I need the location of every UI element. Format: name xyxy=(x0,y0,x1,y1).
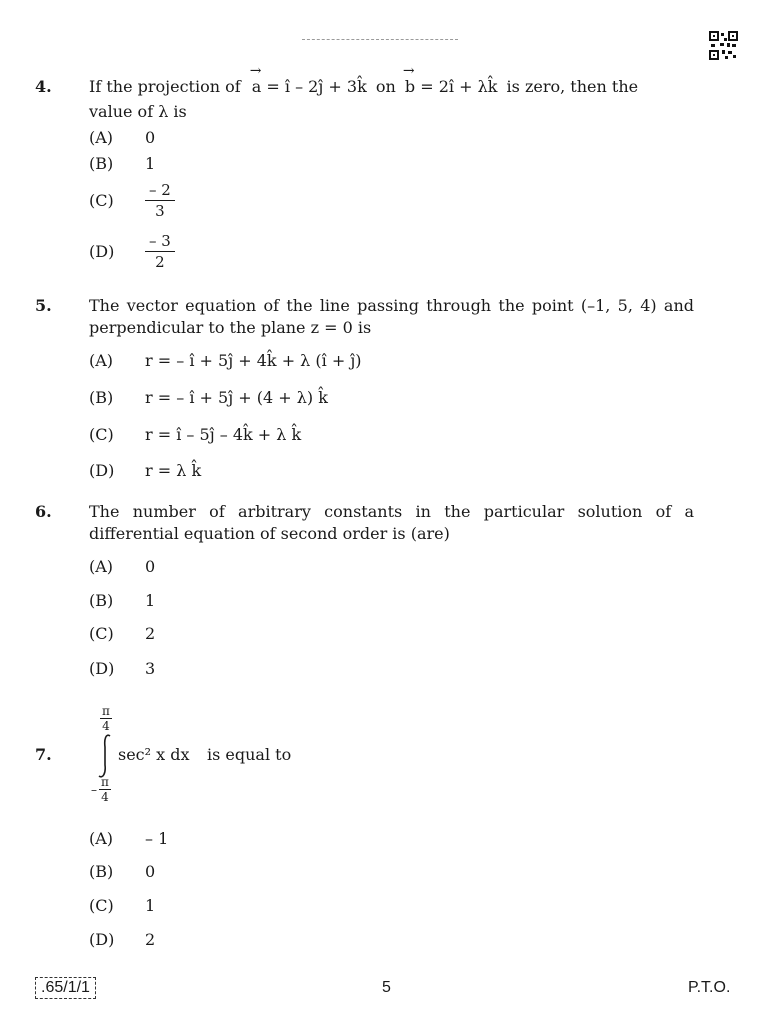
q5-option-b[interactable] xyxy=(89,388,328,407)
lower-limit-denominator: 4 xyxy=(101,790,109,804)
integral-upper-limit xyxy=(100,704,112,733)
header-dashed-rule xyxy=(302,39,458,40)
option-label: (D) xyxy=(89,242,115,261)
option-label: (A) xyxy=(89,829,114,848)
question-6-text-line1: The number of arbitrary constants in the particular solution of a xyxy=(89,502,694,521)
q6-option-a[interactable] xyxy=(89,557,155,576)
option-value: r = î – 5ĵ – 4k̂ + λ k̂ xyxy=(145,425,302,444)
paper-code: .65/1/1 xyxy=(35,977,96,999)
q4-option-a[interactable] xyxy=(89,128,155,147)
question-4-number: 4. xyxy=(35,77,52,96)
q4-option-b[interactable] xyxy=(89,154,155,173)
option-label: (C) xyxy=(89,191,114,210)
q7-integrand: sec² x dx xyxy=(118,745,190,764)
q7-option-b[interactable] xyxy=(89,862,155,881)
option-value: 2 xyxy=(145,624,156,643)
option-value: r = – î + 5ĵ + 4k̂ + λ (î + ĵ) xyxy=(145,351,362,370)
fraction-numerator: – 2 xyxy=(145,181,175,201)
q4-option-c[interactable] xyxy=(89,181,175,220)
option-label: (A) xyxy=(89,128,114,147)
option-label: (C) xyxy=(89,896,114,915)
q6-option-c[interactable] xyxy=(89,624,155,643)
option-value: r = λ k̂ xyxy=(145,461,202,480)
q6-option-b[interactable] xyxy=(89,591,155,610)
option-value: 0 xyxy=(145,128,156,147)
question-5-text-line2: perpendicular to the plane z = 0 is xyxy=(89,318,372,337)
option-value: 1 xyxy=(145,591,156,610)
vector-a: → a xyxy=(252,76,262,98)
option-label: (D) xyxy=(89,659,115,678)
option-label: (B) xyxy=(89,154,114,173)
fraction xyxy=(145,181,175,220)
q7-option-d[interactable] xyxy=(89,930,155,949)
pto-label: P.T.O. xyxy=(688,979,731,996)
option-label: (A) xyxy=(89,557,114,576)
q4-expr-a: = î – 2ĵ + 3k̂ xyxy=(266,77,367,96)
option-label: (A) xyxy=(89,351,114,370)
lower-limit-numerator: π xyxy=(101,775,109,789)
question-7-number: 7. xyxy=(35,745,52,764)
page-number: 5 xyxy=(382,979,391,996)
q6-option-d[interactable] xyxy=(89,659,155,678)
option-label: (B) xyxy=(89,388,114,407)
integral-lower-limit xyxy=(91,775,111,804)
option-label: (C) xyxy=(89,425,114,444)
option-label: (D) xyxy=(89,930,115,949)
option-value: – 1 xyxy=(145,829,169,848)
qr-code-icon xyxy=(709,31,738,60)
q4-text-on: on xyxy=(375,77,396,96)
fraction-numerator: – 3 xyxy=(145,232,175,252)
option-label: (B) xyxy=(89,862,114,881)
vector-b: → b xyxy=(405,76,415,98)
question-4-text-line2: value of λ is xyxy=(89,102,187,121)
question-5-text-line1: The vector equation of the line passing through the point (–1, 5, 4) and xyxy=(89,296,694,315)
q7-option-c[interactable] xyxy=(89,896,155,915)
q4-text-part: If the projection of xyxy=(89,77,241,96)
option-value: 2 xyxy=(145,930,156,949)
upper-limit-numerator: π xyxy=(102,704,110,718)
option-value: r = – î + 5ĵ + (4 + λ) k̂ xyxy=(145,388,328,407)
q4-text-tail: is zero, then the xyxy=(506,77,639,96)
fraction-denominator: 3 xyxy=(155,202,165,220)
option-value: 1 xyxy=(145,154,156,173)
q5-option-a[interactable] xyxy=(89,351,362,370)
upper-limit-denominator: 4 xyxy=(102,719,110,733)
option-label: (B) xyxy=(89,591,114,610)
q5-option-d[interactable] xyxy=(89,461,201,480)
q5-option-c[interactable] xyxy=(89,425,301,444)
option-value: 3 xyxy=(145,659,156,678)
fraction xyxy=(145,232,175,271)
integral-sign-icon xyxy=(95,733,115,779)
question-4-text xyxy=(89,76,694,98)
q4-expr-b: = 2î + λk̂ xyxy=(420,77,498,96)
option-value: 0 xyxy=(145,862,156,881)
fraction-denominator: 2 xyxy=(155,253,165,271)
q7-option-a[interactable] xyxy=(89,829,168,848)
question-6-number: 6. xyxy=(35,502,52,521)
q7-text: is equal to xyxy=(207,745,292,764)
question-6-text-line2: differential equation of second order is (are) xyxy=(89,524,450,543)
q4-option-d[interactable] xyxy=(89,232,175,271)
option-label: (C) xyxy=(89,624,114,643)
option-value: 0 xyxy=(145,557,156,576)
question-5-number: 5. xyxy=(35,296,52,315)
option-label: (D) xyxy=(89,461,115,480)
lower-limit-sign: – xyxy=(91,782,97,797)
option-value: 1 xyxy=(145,896,156,915)
